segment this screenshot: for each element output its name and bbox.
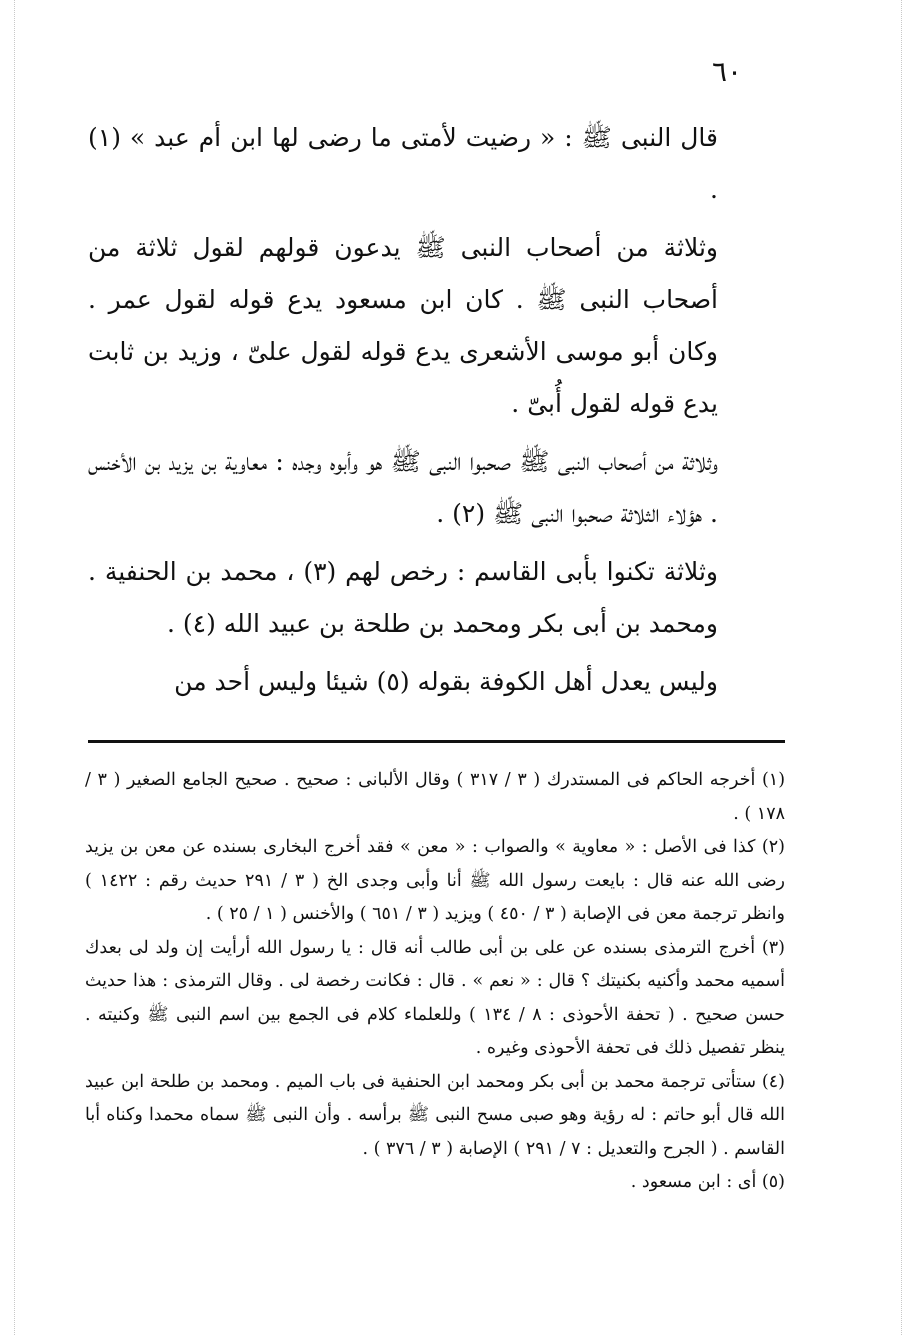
paragraph: وثلاثة من أصحاب النبى ﷺ صحبوا النبى ﷺ هو وأبوه وجده : معاوية بن يزيد بن الأخنس . هؤلاء الثلاثة صحبوا النبى ﷺ (٢) . [88, 447, 718, 528]
page-number: ٦٠ [712, 55, 743, 88]
paragraph: قال النبى ﷺ : « رضيت لأمتى ما رضى لها ابن أم عبد » (١) . [88, 123, 718, 204]
footnote: (١) أخرجه الحاكم فى المستدرك ( ٣ / ٣١٧ ) وقال الألبانى : صحيح . صحيح الجامع الصغير ( ٣ / ١٧٨ ) . [85, 770, 786, 824]
footnotes [85, 764, 785, 1200]
scan-edge-right [901, 0, 902, 1335]
footnote: (٣) أخرج الترمذى بسنده عن على بن أبى طالب أنه قال : يا رسول الله أرأيت إن ولد لى بعدك أسميه محمد وأكنيه بكنيتك ؟ قال : « نعم » . قال : فكانت رخصة لى . وقال الترمذى : هذا حديث حسن صحيح . ( تحفة الأحوذى : ٨ / ١٣٤ ) وللعلماء كلام فى الجمع بين اسم النبى ﷺ وكنيته . ينظر تفصيل ذلك فى تحفة الأحوذى وغيره . [85, 937, 785, 1058]
main-text [88, 112, 718, 714]
footnote: (٢) كذا فى الأصل : « معاوية » والصواب : « معن » فقد أخرج البخارى بسنده عن معن بن يزيد رضى الله عنه قال : بايعت رسول الله ﷺ أنا وأبى وجدى الخ ( ٣ / ٢٩١ حديث رقم : ١٤٢٢ ) وانظر ترجمة معن فى الإصابة ( ٣ / ٤٥٠ ) ويزيد ( ٣ / ٦٥١ ) والأخنس ( ١ / ٢٥ ) . [85, 837, 785, 924]
footnote: (٤) ستأتى ترجمة محمد بن أبى بكر ومحمد ابن الحنفية فى باب الميم . ومحمد بن طلحة ابن عبيد الله قال أبو حاتم : له رؤية وهو صبى مسح النبى ﷺ برأسه . وأن النبى ﷺ سماه محمدا وكناه أبا القاسم . ( الجرح والتعديل : ٧ / ٢٩١ ) الإصابة ( ٣ / ٣٧٦ ) . [85, 1071, 785, 1159]
footnote: (٥) أى : ابن مسعود . [630, 1172, 785, 1192]
paragraph: وثلاثة تكنوا بأبى القاسم : رخص لهم (٣) ، محمد بن الحنفية . ومحمد بن أبى بكر ومحمد بن طلحة بن عبيد الله (٤) . [88, 557, 719, 638]
footnote-separator [88, 740, 785, 743]
paragraph: وليس يعدل أهل الكوفة بقوله (٥) شيئا وليس أحد من [174, 667, 718, 696]
scan-edge-left [14, 0, 15, 1335]
paragraph: وثلاثة من أصحاب النبى ﷺ يدعون قولهم لقول ثلاثة من أصحاب النبى ﷺ . كان ابن مسعود يدع قوله لقول عمر . وكان أبو موسى الأشعرى يدع قوله لقول علىّ ، وزيد بن ثابت يدع قوله لقول أُبىّ . [88, 233, 718, 418]
